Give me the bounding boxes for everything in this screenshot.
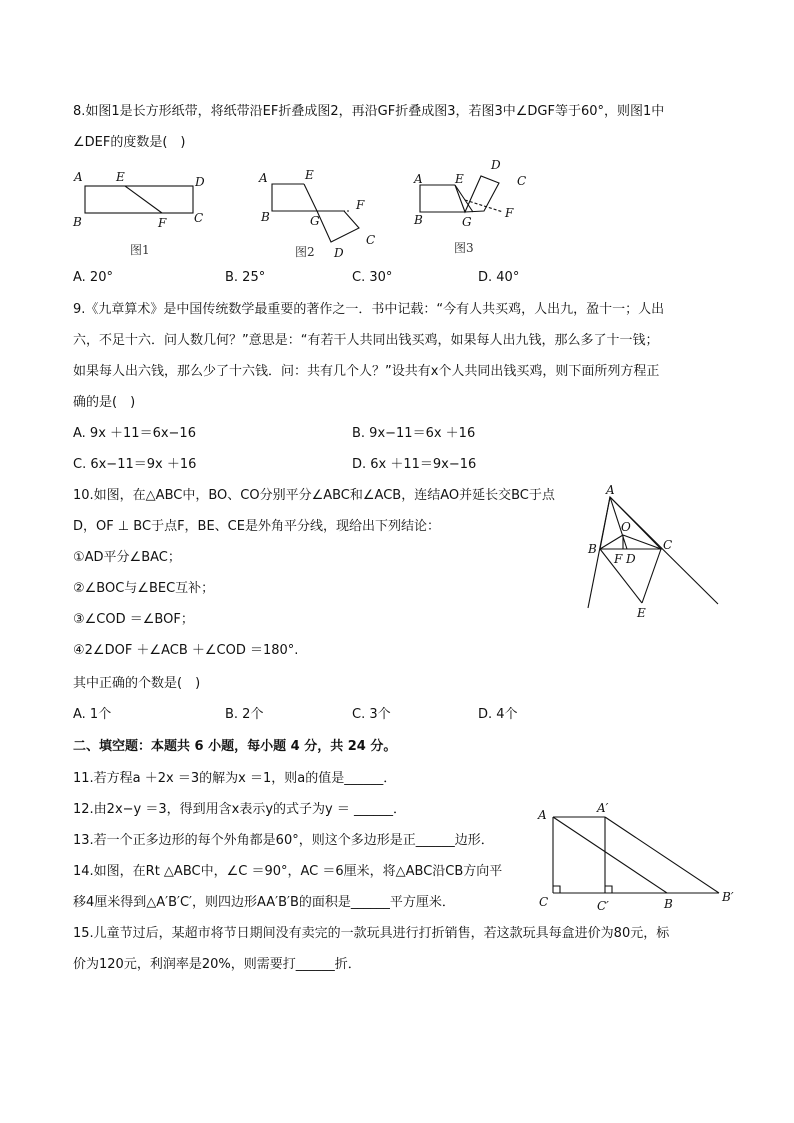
fig14-segment-ab	[553, 817, 667, 893]
q8-option-b[interactable]: B. 25°	[225, 270, 266, 285]
fig10-label-d: D	[626, 552, 636, 566]
fig14-segment-a-prime-b-prime	[605, 817, 719, 893]
fig1-fold-line	[125, 186, 162, 213]
q8-stem-line1: 8.如图1是长方形纸带，将纸带沿EF折叠成图2，再沿GF折叠成图3，若图3中∠DGF等于60°，则图1中	[73, 104, 665, 119]
q10-statement-3: ③∠COD ＝∠BOF；	[73, 612, 194, 627]
q13-stem: 13.若一个正多边形的每个外角都是60°，则这个多边形是正______边形．	[73, 833, 494, 848]
fig1-label-b: B	[73, 215, 82, 229]
fig3-label-f: F	[505, 206, 514, 220]
q11-stem: 11.若方程a ＋2x ＝3的解为x ＝1，则a的值是______．	[73, 771, 397, 786]
q10-stem-line1: 10.如图，在△ABC中，BO、CO分别平分∠ABC和∠ACB，连结AO并延长交BC于点	[73, 488, 555, 503]
fig3-label-g: G	[462, 215, 472, 229]
q8-figure-3	[410, 155, 540, 260]
q8-option-c[interactable]: C. 30°	[352, 270, 393, 285]
q14-stem-line1: 14.如图，在Rt △ABC中，∠C ＝90°，AC ＝6厘米，将△ABC沿CB方向平	[73, 864, 503, 879]
q10-option-c[interactable]: C. 3个	[352, 707, 391, 722]
fig1-label-f: F	[158, 216, 167, 230]
fig10-segment-ce	[642, 549, 661, 603]
fig2-caption: 图2	[295, 245, 315, 259]
q10-figure	[580, 483, 725, 623]
fig14-label-a-prime: A′	[597, 801, 609, 815]
fig2-label-e: E	[305, 168, 314, 182]
q10-option-a[interactable]: A. 1个	[73, 707, 112, 722]
fig2-folded-part	[304, 184, 359, 242]
q8-figure-2	[255, 165, 385, 265]
q12-stem: 12.由2x−y ＝3，得到用含x表示y的式子为y ＝ ______．	[73, 802, 406, 817]
q14-stem-line2: 移4厘米得到△A′B′C′，则四边形AA′B′B的面积是______平方厘米．	[73, 895, 455, 910]
fig2-label-c: C	[366, 233, 376, 247]
fig3-label-a: A	[414, 172, 423, 186]
q15-stem-line2: 价为120元，利润率是20%，则需要打______折．	[73, 957, 361, 972]
fig1-strip	[85, 186, 193, 213]
fig1-label-d: D	[195, 175, 205, 189]
fig3-label-e: E	[455, 172, 464, 186]
q10-option-d[interactable]: D. 4个	[478, 707, 518, 722]
fig1-label-c: C	[194, 211, 204, 225]
fig14-right-angle-c	[553, 886, 560, 893]
fig10-label-b: B	[588, 542, 597, 556]
fig10-label-e: E	[637, 606, 646, 620]
q8-option-d[interactable]: D. 40°	[478, 270, 520, 285]
fig10-label-f: F	[614, 552, 623, 566]
q14-figure	[535, 800, 745, 915]
fig3-caption: 图3	[454, 241, 474, 255]
fig10-label-c: C	[663, 538, 673, 552]
q10-stem-line2: D，OF ⊥ BC于点F，BE、CE是外角平分线，现给出下列结论：	[73, 519, 440, 534]
q9-option-d[interactable]: D. 6x ＋11＝9x−16	[352, 457, 477, 472]
q8-figure-1	[70, 165, 220, 260]
fig1-caption: 图1	[130, 243, 150, 257]
section-2-text: 本题共 6 小题，每小题 4 分，共 24 分。	[151, 739, 397, 754]
q9-option-c[interactable]: C. 6x−11＝9x ＋16	[73, 457, 197, 472]
fig1-label-e: E	[116, 170, 125, 184]
q10-statement-4: ④2∠DOF ＋∠ACB ＋∠COD ＝180°.	[73, 643, 299, 658]
fig2-label-g: G	[310, 214, 320, 228]
q9-stem-line1: 9.《九章算术》是中国传统数学最重要的著作之一．书中记载：“今有人共买鸡，人出九，盈十一；人出	[73, 302, 665, 317]
fig3-label-b: B	[414, 213, 423, 227]
fig14-label-c: C	[539, 895, 549, 909]
fig2-label-a: A	[259, 171, 268, 185]
fig14-label-b-prime: B′	[722, 890, 734, 904]
q10-statement-1: ①AD平分∠BAC；	[73, 550, 181, 565]
q9-option-a[interactable]: A. 9x ＋11＝6x−16	[73, 426, 196, 441]
fig14-label-b: B	[664, 897, 673, 911]
q10-question: 其中正确的个数是( )	[73, 676, 201, 691]
q9-option-b[interactable]: B. 9x−11＝6x ＋16	[352, 426, 476, 441]
fig2-label-b: B	[261, 210, 270, 224]
fig14-label-c-prime: C′	[597, 899, 609, 913]
q9-stem-line4: 确的是( )	[73, 395, 136, 410]
section-2-prefix: 二、填空题：	[73, 739, 152, 754]
section-2-heading	[73, 737, 396, 757]
q8-stem-line2: ∠DEF的度数是( )	[73, 135, 186, 150]
q10-statement-2: ②∠BOC与∠BEC互补；	[73, 581, 215, 596]
fig10-label-a: A	[606, 483, 615, 497]
fig1-label-a: A	[74, 170, 83, 184]
q15-stem-line1: 15.儿童节过后，某超市将节日期间没有卖完的一款玩具进行打折销售，若这款玩具每盒进价为80元，标	[73, 926, 670, 941]
q8-option-a[interactable]: A. 20°	[73, 270, 113, 285]
fig14-label-a: A	[538, 808, 547, 822]
q10-option-b[interactable]: B. 2个	[225, 707, 264, 722]
fig3-label-c: C	[517, 174, 527, 188]
q9-stem-line2: 六，不足十六．问人数几何？”意思是：“有若干人共同出钱买鸡，如果每人出九钱，那么多了十一钱；	[73, 333, 659, 348]
fig10-segment-bo	[600, 535, 623, 549]
fig3-label-d: D	[491, 158, 501, 172]
q9-stem-line3: 如果每人出六钱，那么少了十六钱．问：共有几个人？”设共有x个人共同出钱买鸡，则下面所列方程正	[73, 364, 660, 379]
fig10-label-o: O	[621, 520, 631, 534]
fig2-label-d: D	[334, 246, 344, 260]
fig2-label-f: F	[356, 198, 365, 212]
fig14-right-angle-c-prime	[605, 886, 612, 893]
